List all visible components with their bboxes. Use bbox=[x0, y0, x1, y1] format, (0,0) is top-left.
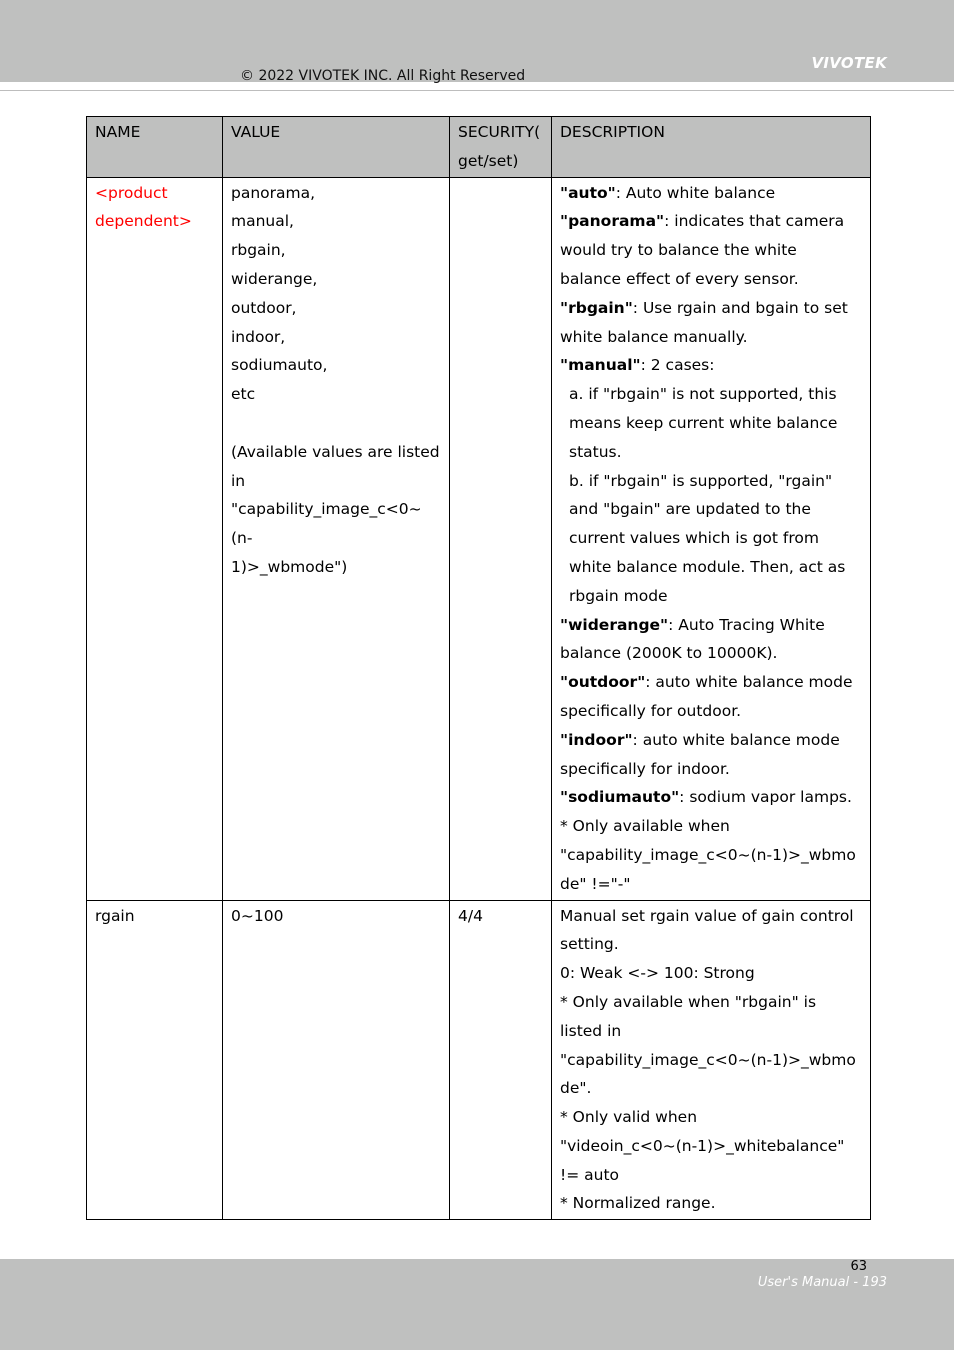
desc-note: * Only available when bbox=[560, 817, 730, 836]
desc-manual: "manual": 2 cases: bbox=[560, 356, 715, 375]
desc-outdoor: "outdoor": auto white balance mode specifically for outdoor. bbox=[560, 673, 853, 720]
description-cell: Manual set rgain value of gain control setting. 0: Weak <-> 100: Strong * Only available when "rbgain" is listed in "capability_image_c<0~(n-1)>_wbmo de". * Only valid when "videoin_c<0~(n-1)>_whitebalance" != auto * Normalized range. bbox=[552, 900, 871, 1220]
desc-auto: "auto": Auto white balance bbox=[560, 183, 776, 202]
security-cell: 4/4 bbox=[450, 900, 552, 1220]
page-footer bbox=[0, 1259, 954, 1350]
header-description: DESCRIPTION bbox=[552, 117, 871, 178]
header-divider bbox=[0, 90, 954, 91]
header-security: SECURITY( get/set) bbox=[450, 117, 552, 178]
manual-page-label: User's Manual - 193 bbox=[757, 1275, 887, 1290]
desc-indoor: "indoor": auto white balance mode specifically for indoor. bbox=[560, 730, 840, 778]
parameter-table bbox=[86, 116, 871, 1220]
header-name: NAME bbox=[87, 117, 223, 178]
desc-panorama: "panorama": indicates that camera would try to balance the white balance effect of every sensor. bbox=[560, 212, 845, 288]
description-cell bbox=[552, 177, 871, 900]
desc-note: de" !="-" bbox=[560, 874, 631, 893]
table-header-row bbox=[87, 117, 871, 178]
desc-rbgain: "rbgain": Use rgain and bgain to set white balance manually. bbox=[560, 298, 848, 346]
copyright-notice: © 2022 VIVOTEK INC. All Right Reserved bbox=[240, 68, 526, 84]
value-cell: panorama, manual, rbgain, widerange, outdoor, indoor, sodiumauto, etc (Available values are listed in "capability_image_c<0~(n- 1)>_wbmode") bbox=[223, 177, 450, 900]
value-cell: 0~100 bbox=[223, 900, 450, 1220]
desc-note: "capability_image_c<0~(n-1)>_wbmo bbox=[560, 845, 856, 864]
security-cell bbox=[450, 177, 552, 900]
name-cell: rgain bbox=[87, 900, 223, 1220]
desc-manual-case-a: a. if "rbgain" is not supported, this means keep current white balance status. bbox=[569, 385, 838, 461]
name-cell: <product dependent> bbox=[87, 177, 223, 900]
brand-logo: VIVOTEK bbox=[811, 54, 887, 72]
desc-manual-case-b: b. if "rbgain" is supported, "rgain" and "bgain" are updated to the current values which is got from white balance module. Then, act as rbgain mode bbox=[569, 471, 846, 605]
page-number: 63 bbox=[850, 1259, 867, 1274]
desc-sodiumauto: "sodiumauto": sodium vapor lamps. bbox=[560, 788, 852, 807]
header-value: VALUE bbox=[223, 117, 450, 178]
table-row bbox=[87, 900, 871, 1220]
table-row bbox=[87, 177, 871, 900]
desc-widerange: "widerange": Auto Tracing White balance (2000K to 10000K). bbox=[560, 615, 825, 663]
